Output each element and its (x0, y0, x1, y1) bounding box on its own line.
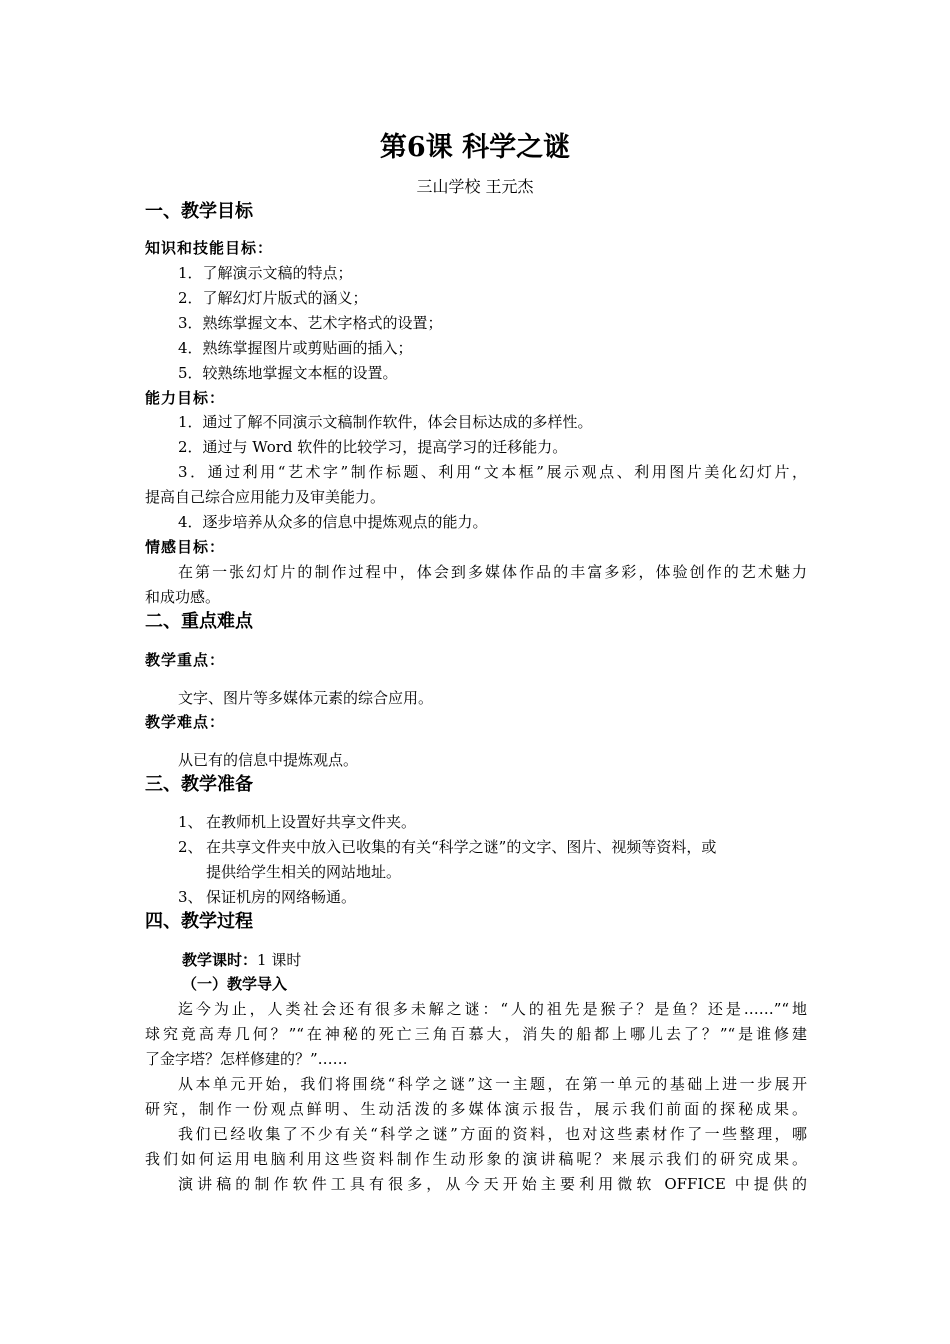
subheading-emotion: 情感目标： (145, 538, 226, 556)
list-number: 3、 (178, 888, 203, 906)
list-item: 3．通过利用“艺术字”制作标题、利用“文本框”展示观点、利用图片美化幻灯片， (178, 463, 807, 481)
paragraph-continuation: 球究竟高寿几何？”“在神秘的死亡三角百慕大，消失的船都上哪儿去了？”“是谁修建 (145, 1025, 807, 1043)
subheading-knowledge: 知识和技能目标： (145, 239, 274, 257)
subheading-key: 教学重点： (145, 651, 226, 669)
author-line: 三山学校 王元杰 (416, 177, 534, 196)
list-item: 5．较熟练地掌握文本框的设置。 (178, 364, 398, 382)
paragraph-continuation: 我们如何运用电脑利用这些资料制作生动形象的演讲稿呢？来展示我们的研究成果。 (145, 1150, 807, 1168)
list-item: 4．逐步培养从众多的信息中提炼观点的能力。 (178, 513, 488, 531)
paragraph-continuation: 研究，制作一份观点鲜明、生动活泼的多媒体演示报告，展示我们前面的探秘成果。 (145, 1100, 807, 1118)
section-heading-key-points: 二、重点难点 (145, 611, 253, 632)
subheading-ability: 能力目标： (145, 389, 226, 407)
subheading-intro: （一）教学导入 (182, 975, 288, 993)
paragraph: 我们已经收集了不少有关“科学之谜”方面的资料，也对这些素材作了一些整理，哪 (178, 1125, 807, 1143)
list-text: 在共享文件夹中放入已收集的有关“科学之谜”的文字、图片、视频等资料，或 (206, 838, 717, 856)
paragraph: 在第一张幻灯片的制作过程中，体会到多媒体作品的丰富多彩，体验创作的艺术魅力 (178, 563, 807, 581)
paragraph-continuation: 了金字塔？怎样修建的？”…… (145, 1050, 348, 1068)
paragraph: 从已有的信息中提炼观点。 (178, 751, 359, 769)
list-text: 在教师机上设置好共享文件夹。 (206, 813, 417, 831)
list-item: 4．熟练掌握图片或剪贴画的插入； (178, 339, 413, 357)
paragraph: 文字、图片等多媒体元素的综合应用。 (178, 689, 434, 707)
paragraph-continuation: 和成功感。 (145, 588, 221, 606)
list-number: 2、 (178, 838, 203, 856)
list-text: 保证机房的网络畅通。 (206, 888, 357, 906)
list-item-continuation: 提供给学生相关的网站地址。 (206, 863, 402, 881)
section-heading-objectives: 一、教学目标 (145, 201, 253, 222)
document-title: 第6课 科学之谜 (379, 132, 571, 163)
paragraph: 演讲稿的制作软件工具有很多，从今天开始主要利用微软 OFFICE 中提供的 (178, 1175, 807, 1193)
list-item: 1．了解演示文稿的特点； (178, 264, 353, 282)
list-number: 1、 (178, 813, 203, 831)
list-item (178, 812, 807, 832)
section-heading-preparation: 三、教学准备 (145, 774, 253, 795)
section-heading-process: 四、教学过程 (145, 911, 253, 932)
list-item (178, 887, 807, 907)
paragraph: 从本单元开始，我们将围绕“科学之谜”这一主题，在第一单元的基础上进一步展开 (178, 1075, 807, 1093)
list-item: 1．通过了解不同演示文稿制作软件，体会目标达成的多样性。 (178, 413, 593, 431)
list-item (178, 837, 807, 857)
list-item: 2．通过与 Word 软件的比较学习，提高学习的迁移能力。 (178, 438, 568, 456)
subheading-difficulty: 教学难点： (145, 713, 226, 731)
paragraph: 迄今为止，人类社会还有很多未解之谜：“人的祖先是猴子？是鱼？还是……”“地 (178, 1000, 807, 1018)
list-item-continuation: 提高自己综合应用能力及审美能力。 (145, 488, 386, 506)
list-item: 3．熟练掌握文本、艺术字格式的设置； (178, 314, 443, 332)
class-hours-label: 教学课时： (182, 951, 258, 969)
class-hours-line (182, 950, 807, 970)
list-item: 2．了解幻灯片版式的涵义； (178, 289, 368, 307)
class-hours-value: 1 课时 (257, 951, 302, 969)
